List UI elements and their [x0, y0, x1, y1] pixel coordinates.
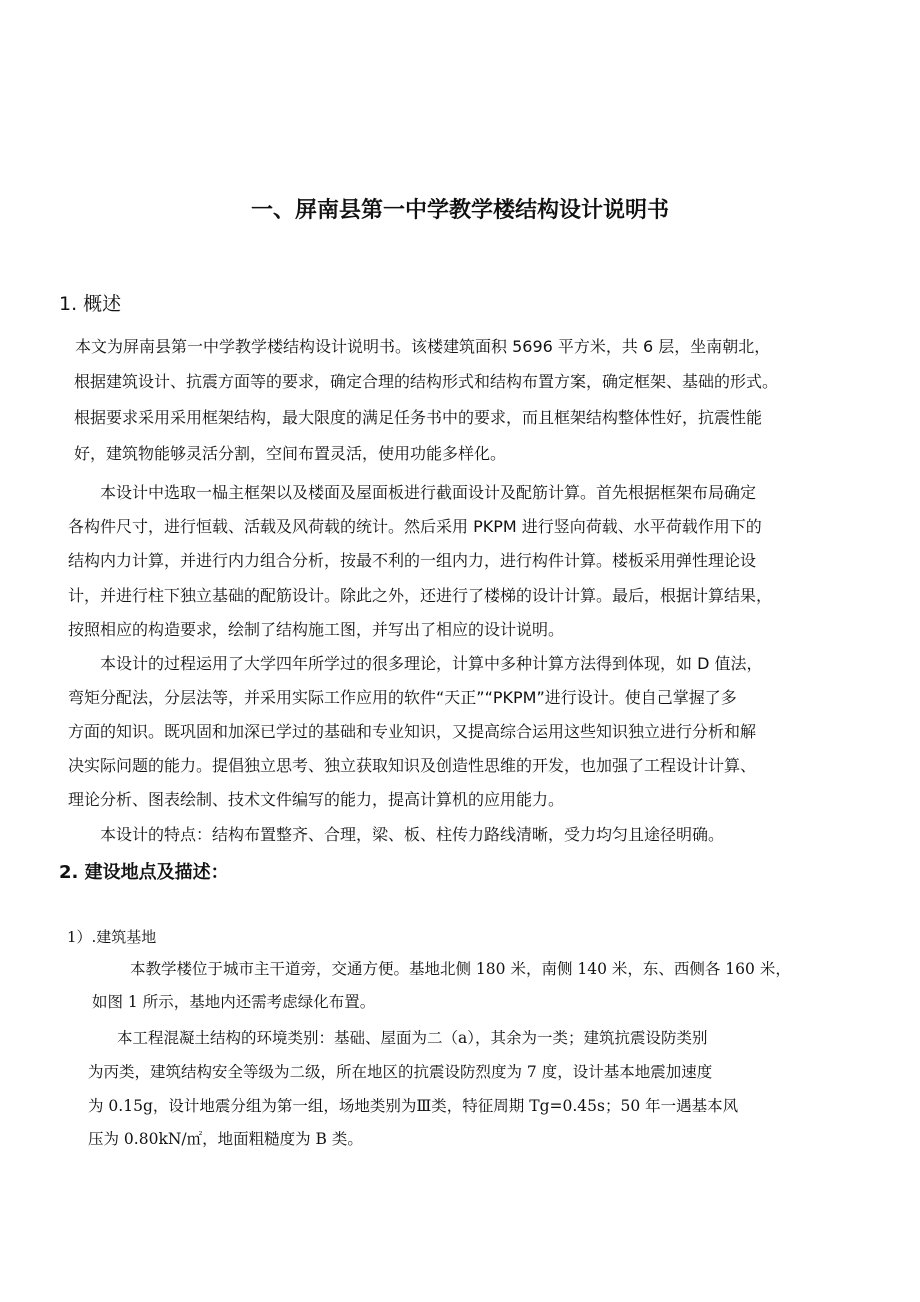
paragraph-line: 本教学楼位于城市主干道旁，交通方便。基地北侧 180 米，南侧 140 米，东、西侧各 160 米， [130, 960, 791, 978]
paragraph-line: 方面的知识。既巩固和加深已学过的基础和专业知识，又提高综合运用这些知识独立进行分析和解 [68, 722, 757, 741]
paragraph-line: 为丙类，建筑结构安全等级为二级，所在地区的抗震设防烈度为 7 度，设计基本地震加速度 [88, 1063, 713, 1081]
paragraph-line: 计，并进行柱下独立基础的配筋设计。除此之外，还进行了楼梯的设计计算。最后，根据计算结果， [68, 586, 773, 605]
paragraph-line: 本工程混凝土结构的环境类别：基础、屋面为二（a），其余为一类；建筑抗震设防类别 [117, 1029, 708, 1047]
paragraph-line: 为 0.15g，设计地震分组为第一组，场地类别为Ⅲ类，特征周期 Tg=0.45s；50 年一遇基本风 [88, 1097, 739, 1115]
paragraph-line: 根据要求采用采用框架结构，最大限度的满足任务书中的要求，而且框架结构整体性好，抗震性能 [74, 408, 763, 427]
section-2-heading: 2. 建设地点及描述： [59, 862, 229, 883]
paragraph-line: 本设计的特点：结构布置整齐、合理，梁、板、柱传力路线清晰，受力均匀且途径明确。 [100, 825, 725, 844]
subsection-heading: 1）.建筑基地 [67, 928, 157, 946]
paragraph-line: 本设计中选取一榀主框架以及楼面及屋面板进行截面设计及配筋计算。首先根据框架布局确定 [100, 483, 757, 502]
paragraph-line: 好，建筑物能够灵活分割，空间布置灵活，使用功能多样化。 [74, 444, 507, 463]
paragraph-line: 本设计的过程运用了大学四年所学过的很多理论，计算中多种计算方法得到体现，如 D 值法， [100, 654, 763, 673]
paragraph-line: 各构件尺寸，进行恒载、活载及风荷载的统计。然后采用 PKPM 进行竖向荷载、水平荷载作用下的 [68, 517, 762, 536]
paragraph-line: 按照相应的构造要求，绘制了结构施工图，并写出了相应的设计说明。 [68, 620, 565, 639]
paragraph-line: 如图 1 所示，基地内还需考虑绿化布置。 [92, 993, 376, 1011]
paragraph-line: 压为 0.80kN/㎡，地面粗糙度为 B 类。 [88, 1130, 363, 1148]
section-1-heading: 1. 概述 [59, 293, 122, 315]
paragraph-line: 结构内力计算，并进行内力组合分析，按最不利的一组内力，进行构件计算。楼板采用弹性理论设 [68, 551, 757, 570]
document-title: 一、屏南县第一中学教学楼结构设计说明书 [250, 198, 669, 223]
paragraph-line: 弯矩分配法，分层法等，并采用实际工作应用的软件“天正”“PKPM”进行设计。使自己掌握了多 [68, 688, 737, 707]
paragraph-line: 本文为屏南县第一中学教学楼结构设计说明书。该楼建筑面积 5696 平方米，共 6 层，坐南朝北， [75, 337, 771, 356]
paragraph-line: 决实际问题的能力。提倡独立思考、独立获取知识及创造性思维的开发，也加强了工程设计计算、 [68, 756, 757, 775]
paragraph-line: 理论分析、图表绘制、技术文件编写的能力，提高计算机的应用能力。 [68, 790, 565, 809]
paragraph-line: 根据建筑设计、抗震方面等的要求，确定合理的结构形式和结构布置方案，确定框架、基础的形式。 [74, 372, 779, 391]
